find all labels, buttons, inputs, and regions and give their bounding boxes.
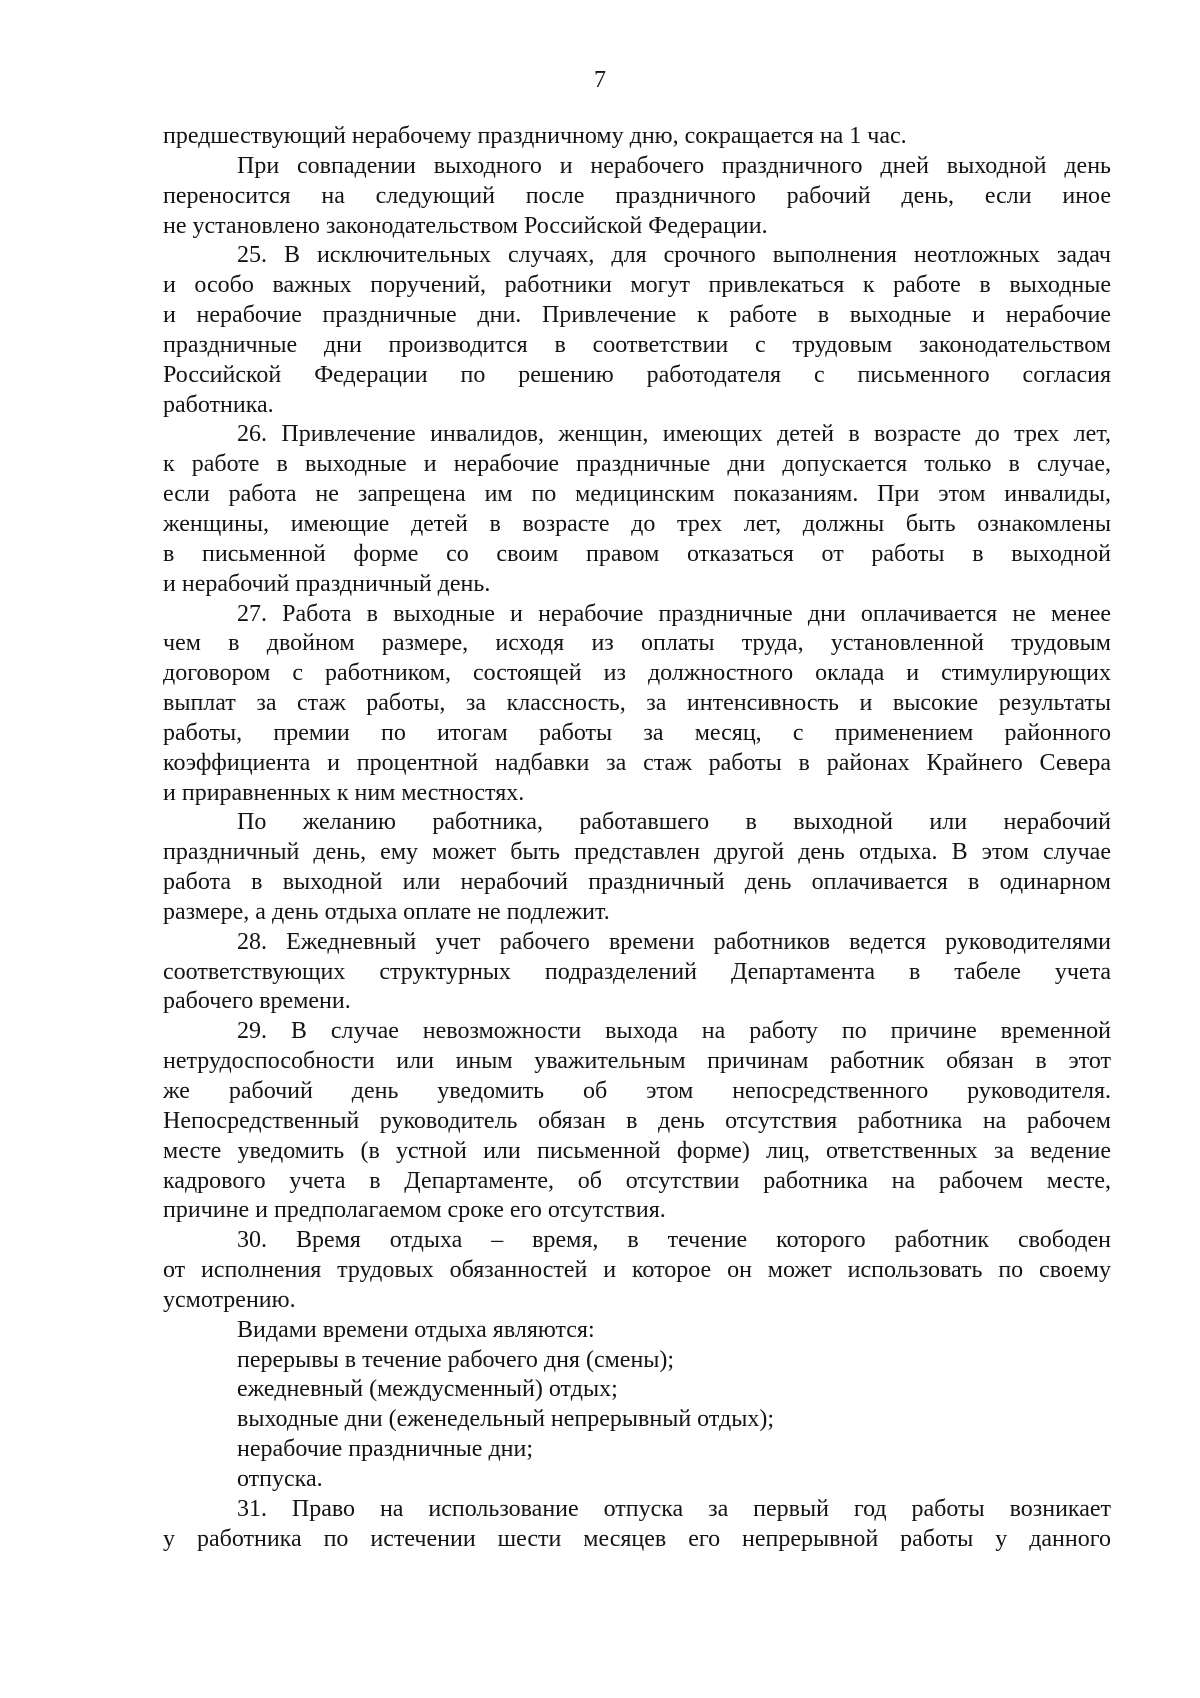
text-line: у работника по истечении шести месяцев его непрерывной работы у данного bbox=[163, 1525, 1111, 1552]
text-line: Непосредственный руководитель обязан в день отсутствия работника на рабочем bbox=[163, 1107, 1111, 1134]
text-line: и нерабочий праздничный день. bbox=[163, 570, 491, 597]
text-line: Видами времени отдыха являются: bbox=[237, 1316, 595, 1343]
text-line: и нерабочие праздничные дни. Привлечение к работе в выходные и нерабочие bbox=[163, 302, 1111, 329]
text-line: не установлено законодательством Российской Федерации. bbox=[163, 212, 768, 239]
text-line: праздничные дни производится в соответствии с трудовым законодательством bbox=[163, 331, 1111, 358]
text-line: ежедневный (междусменный) отдых; bbox=[237, 1376, 618, 1403]
text-line: усмотрению. bbox=[163, 1286, 296, 1313]
text-line: предшествующий нерабочему праздничному дню, сокращается на 1 час. bbox=[163, 123, 907, 149]
text-line: договором с работником, состоящей из должностного оклада и стимулирующих bbox=[163, 660, 1111, 687]
text-line: размере, а день отдыха оплате не подлежит. bbox=[163, 898, 610, 925]
text-line: рабочего времени. bbox=[163, 988, 351, 1015]
text-line: коэффициента и процентной надбавки за стаж работы в районах Крайнего Севера bbox=[163, 749, 1111, 776]
text-line: 27. Работа в выходные и нерабочие праздничные дни оплачивается не менее bbox=[237, 600, 1111, 627]
text-line: же рабочий день уведомить об этом непосредственного руководителя. bbox=[163, 1078, 1111, 1104]
text-line: женщины, имеющие детей в возрасте до трех лет, должны быть ознакомлены bbox=[163, 510, 1111, 537]
text-line: выходные дни (еженедельный непрерывный отдых); bbox=[237, 1406, 775, 1433]
text-line: и особо важных поручений, работники могут привлекаться к работе в выходные bbox=[163, 272, 1111, 299]
page-number: 7 bbox=[594, 67, 606, 93]
text-line: переносится на следующий после праздничного рабочий день, если иное bbox=[163, 182, 1111, 209]
text-line: если работа не запрещена им по медицинским показаниям. При этом инвалиды, bbox=[163, 481, 1111, 508]
document-body bbox=[163, 122, 1111, 1555]
text-line: 28. Ежедневный учет рабочего времени работников ведется руководителями bbox=[237, 928, 1111, 955]
text-line: месте уведомить (в устной или письменной форме) лиц, ответственных за ведение bbox=[163, 1137, 1111, 1164]
text-line: При совпадении выходного и нерабочего праздничного дней выходной день bbox=[237, 152, 1111, 179]
text-line: причине и предполагаемом сроке его отсутствия. bbox=[163, 1197, 666, 1224]
text-line: работника. bbox=[163, 391, 274, 418]
text-line: от исполнения трудовых обязанностей и которое он может использовать по своему bbox=[163, 1257, 1111, 1284]
text-line: 25. В исключительных случаях, для срочного выполнения неотложных задач bbox=[237, 242, 1111, 269]
text-line: работа в выходной или нерабочий праздничный день оплачивается в одинарном bbox=[163, 869, 1111, 896]
text-line: По желанию работника, работавшего в выходной или нерабочий bbox=[237, 809, 1111, 836]
text-line: 31. Право на использование отпуска за первый год работы возникает bbox=[237, 1495, 1111, 1522]
text-line: работы, премии по итогам работы за месяц, с применением районного bbox=[163, 719, 1111, 746]
text-line: отпуска. bbox=[237, 1465, 323, 1492]
text-line: нетрудоспособности или иным уважительным причинам работник обязан в этот bbox=[163, 1048, 1111, 1075]
text-line: праздничный день, ему может быть представлен другой день отдыха. В этом случае bbox=[163, 839, 1111, 866]
text-line: кадрового учета в Департаменте, об отсутствии работника на рабочем месте, bbox=[163, 1167, 1111, 1194]
text-line: выплат за стаж работы, за классность, за интенсивность и высокие результаты bbox=[163, 690, 1111, 717]
text-line: 26. Привлечение инвалидов, женщин, имеющих детей в возрасте до трех лет, bbox=[237, 421, 1111, 448]
text-line: перерывы в течение рабочего дня (смены); bbox=[237, 1346, 675, 1373]
text-line: чем в двойном размере, исходя из оплаты труда, установленной трудовым bbox=[163, 630, 1111, 657]
text-line: соответствующих структурных подразделений Департамента в табеле учета bbox=[163, 958, 1111, 985]
text-line: и приравненных к ним местностях. bbox=[163, 779, 525, 806]
text-line: 30. Время отдыха – время, в течение которого работник свободен bbox=[237, 1227, 1111, 1254]
text-line: 29. В случае невозможности выхода на работу по причине временной bbox=[237, 1018, 1111, 1045]
text-line: нерабочие праздничные дни; bbox=[237, 1436, 534, 1463]
text-line: Российской Федерации по решению работодателя с письменного согласия bbox=[163, 361, 1111, 388]
text-line: в письменной форме со своим правом отказаться от работы в выходной bbox=[163, 540, 1111, 567]
text-line: к работе в выходные и нерабочие праздничные дни допускается только в случае, bbox=[163, 451, 1111, 478]
